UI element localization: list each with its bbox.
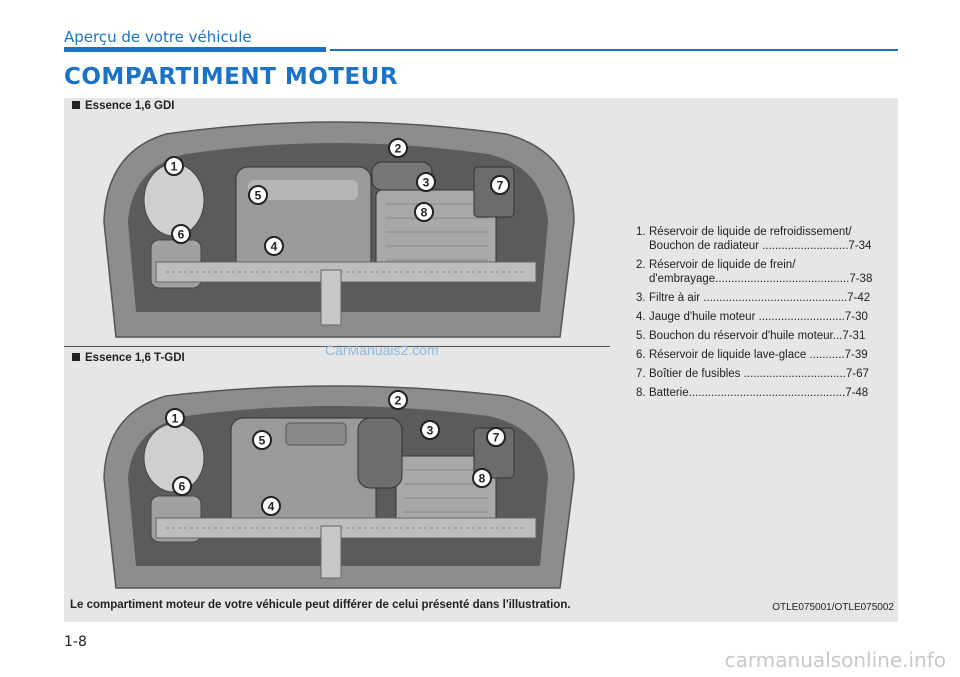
svg-text:2: 2 (394, 393, 402, 408)
callout-6-gdi (172, 225, 190, 243)
callout-7-gdi (491, 176, 509, 194)
callout-5-gdi (249, 186, 267, 204)
list-item: 7. Boîtier de fusibles ................................7-67 (636, 368, 869, 380)
list-item: 1. Réservoir de liquide de refroidissement/ Bouchon de radiateur ...........................7-34 (636, 226, 872, 252)
footer-watermark: carmanualsonline.info (724, 648, 946, 672)
callout-2-tgdi (389, 391, 407, 409)
section-title: Aperçu de votre véhicule (64, 28, 252, 46)
callout-3-gdi (417, 173, 435, 191)
page-number: 1-8 (64, 634, 87, 650)
variant-label-gdi: Essence 1,6 GDI (72, 100, 175, 112)
callout-4-tgdi (262, 497, 280, 515)
component-list (636, 225, 892, 405)
callout-7-tgdi (487, 428, 505, 446)
svg-text:5: 5 (254, 188, 262, 203)
svg-text:4: 4 (270, 239, 278, 254)
svg-text:6: 6 (178, 479, 186, 494)
svg-text:5: 5 (258, 433, 266, 448)
callout-4-gdi (265, 237, 283, 255)
svg-text:3: 3 (426, 423, 434, 438)
callout-2-gdi (389, 139, 407, 157)
svg-text:4: 4 (267, 499, 275, 514)
list-item: 4. Jauge d'huile moteur ...........................7-30 (636, 311, 868, 323)
callout-5-tgdi (253, 431, 271, 449)
watermark: CarManuals2.com (325, 342, 439, 358)
page-heading: COMPARTIMENT MOTEUR (64, 64, 399, 90)
svg-text:6: 6 (177, 227, 185, 242)
callout-8-gdi (415, 203, 433, 221)
callout-3-tgdi (421, 421, 439, 439)
svg-text:1: 1 (171, 411, 179, 426)
illustration-caption: Le compartiment moteur de votre véhicule peut différer de celui présenté dans l'illustration. (70, 599, 571, 611)
svg-text:3: 3 (422, 175, 430, 190)
list-item: 6. Réservoir de liquide lave-glace ...........7-39 (636, 349, 868, 361)
list-item: 8. Batterie.................................................7-48 (636, 387, 869, 399)
svg-text:8: 8 (478, 471, 486, 486)
callout-6-tgdi (173, 477, 191, 495)
list-item: 3. Filtre à air .............................................7-42 (636, 292, 871, 304)
callout-1-tgdi (166, 409, 184, 427)
list-item: 2. Réservoir de liquide de frein/ d'embrayage..........................................7-38 (636, 259, 873, 285)
svg-text:7: 7 (492, 430, 500, 445)
callout-8-tgdi (473, 469, 491, 487)
svg-text:2: 2 (394, 141, 402, 156)
svg-text:7: 7 (496, 178, 504, 193)
svg-text:8: 8 (420, 205, 428, 220)
variant-label-tgdi: Essence 1,6 T-GDI (72, 352, 185, 364)
svg-text:1: 1 (170, 159, 178, 174)
callout-1-gdi (165, 157, 183, 175)
list-item: 5. Bouchon du réservoir d'huile moteur...7-31 (636, 330, 866, 342)
image-code: OTLE075001/OTLE075002 (772, 602, 894, 613)
